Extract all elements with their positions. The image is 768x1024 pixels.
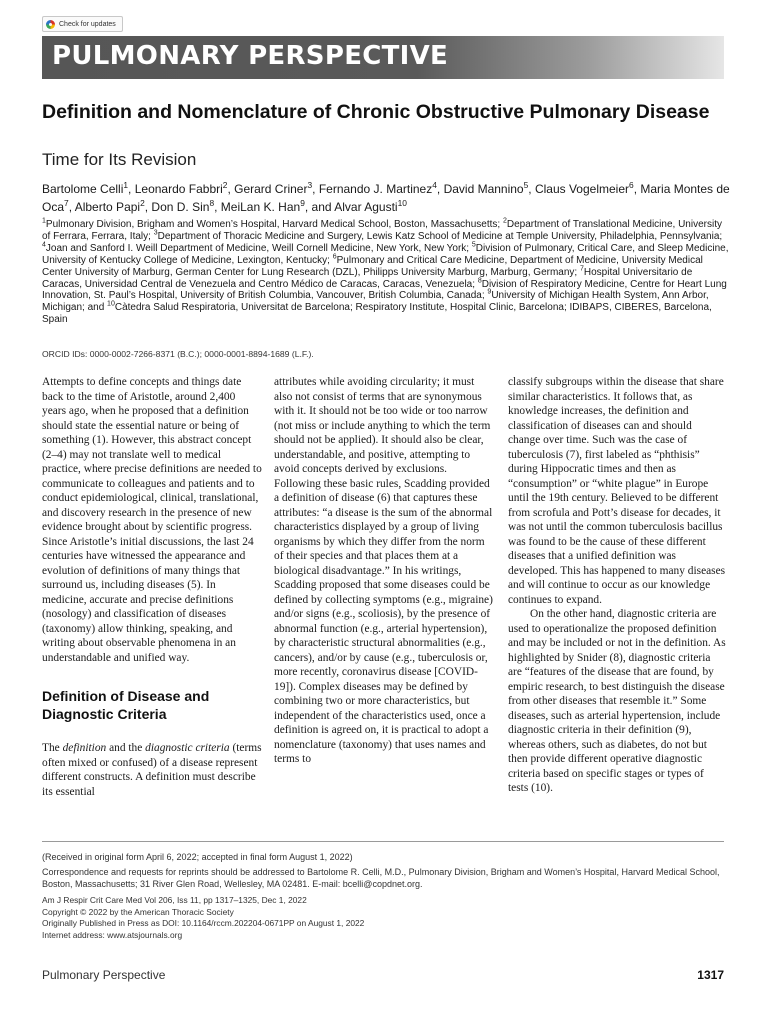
article-subtitle: Time for Its Revision	[42, 150, 197, 169]
author: MeiLan K. Han$^9$	[220, 198, 305, 214]
section-heading: Definition of Disease and Diagnostic Criteria	[42, 688, 210, 722]
author: Gerard Criner$^3$	[234, 180, 313, 196]
body-paragraph: attributes while avoiding circularity; it must also not consist of terms that are synonymous with it. It should not be too wide or too narrow (not miss or include anything to which the term should not be applied). It should also be clear, understandable, and positive, attempting to avoid concepts derived by exclusions. Following these basic rules, Scadding provided a definition of disease (6) that captures these attributes: “a disease is the sum of the abnormal characteristics displayed by a group of living organisms by which they differ from the norm of their species and that places them at a biological disadvantage.” In his writings, Scadding proposed that some diseases could be defined by collecting symptoms (e.g., migraine) and/or signs (e.g., scoliosis), by the presence of abnormal function (e.g., arterial hypertension), by characteristic structural abnormalities (e.g., cancers), and/or by cause (e.g., tuberculosis or, more recently, coronavirus disease [COVID-19]). Complex diseases may be defined by combining two or more characteristics, but independent of the characteristics used, once a definition is agreed on, it is practical to adopt a nomenclature (taxonomy) that uses names and terms to	[274, 376, 493, 765]
author: Claus Vogelmeier$^6$	[534, 180, 634, 196]
copyright: Copyright © 2022 by the American Thoracic Society	[42, 906, 234, 917]
running-footer: Pulmonary Perspective	[42, 968, 166, 982]
internet-address: Internet address: www.atsjournals.org	[42, 929, 183, 940]
body-column-3	[508, 375, 726, 796]
author: Maria Montes de Oca$^7$	[42, 182, 730, 214]
author: David Mannino$^5$	[443, 180, 529, 196]
author: Alberto Papi$^2$	[74, 198, 145, 214]
body-paragraph: Attempts to define concepts and things date back to the time of Aristotle, around 2,400 years ago, when he proposed that a definition should state the essential nature or being of something (1). However, this abstract concept (2–4) may not translate well to medical practice, where precise definitions are needed to communicate to colleagues and patients and to conduct epidemiological, clinical, translational, and discovery research in the presence of new evidence brought about by scientific progress. Since Aristotle’s initial discussions, the last 24 centuries have witnessed the appearance and evolution of definitions of many things that surround us, including diseases (5). In medicine, accurate and precise definitions (nosology) and classification of diseases (taxonomy) allow thinking, speaking, and writing about observable phenomena in an understandable and unified way.	[42, 376, 262, 664]
crossmark-icon	[46, 20, 55, 29]
received-dates: (Received in original form April 6, 2022; accepted in final form August 1, 2022)	[42, 852, 353, 862]
correspondence-note: Correspondence and requests for reprints should be addressed to Bartolome R. Celli, M.D., Pulmonary Division, Brigham and Women’s Hospital, Harvard Medical School, Boston, Massachusetts; 31 River Glen Road, Wellesley, MA 02481. E-mail: bcelli@copdnet.org.	[42, 867, 720, 889]
author-list: Bartolome Celli$^1$, Leonardo Fabbri$^2$, Gerard Criner$^3$, Fernando J. Martinez$^4$, David Mannino$^5$, Claus Vogelmeier$^6$, Maria Montes de Oca$^7$, Alberto Papi$^2$, Don D. Sin$^8$, MeiLan K. Han$^9$, and Alvar Agusti$^{10}$	[42, 180, 730, 214]
author: Fernando J. Martinez$^4$	[318, 180, 437, 196]
author: Leonardo Fabbri$^2$	[134, 180, 228, 196]
body-column-1	[42, 375, 262, 799]
affiliations: $^1$Pulmonary Division, Brigham and Women’s Hospital, Harvard Medical School, Boston, Massachusetts; $^2$Department of Translational Medicine, University of Ferrara, Ferrara, Italy; $^3$Department of Thoracic Medicine and Surgery, Lewis Katz School of Medicine at Temple University, Philadelphia, Pennsylvania; $^4$Joan and Sanford I. Weill Department of Medicine, Weill Cornell Medicine, New York, New York; $^5$Division of Pulmonary, Critical Care, and Sleep Medicine, University of Kentucky College of Medicine, Lexington, Kentucky; $^6$Pulmonary and Critical Care Medicine, Department of Medicine, University Medical Center University of Marburg, German Center for Lung Research (DZL), Philipps University Marburg, Marburg, Germany; $^7$Hospital Universitario de Caracas, Universidad Central de Venezuela and Centro Médico de Caracas, Caracas, Venezuela; $^8$Division of Respiratory Medicine, Centre for Heart Lung Innovation, St. Paul’s Hospital, University of British Columbia, Vancouver, British Columbia, Canada; $^9$University of Michigan Health System, Ann Arbor, Michigan; and $^{10}$Càtedra Salud Respiratoria, Universitat de Barcelona; Respiratory Institute, Hospital Clinic, Barcelona; IDIBAPS, CIBERES, Barcelona, Spain	[42, 217, 729, 326]
section-banner	[42, 36, 724, 79]
author: Don D. Sin$^8$	[151, 198, 215, 214]
citation: Am J Respir Crit Care Med Vol 206, Iss 11, pp 1317–1325, Dec 1, 2022	[42, 895, 307, 905]
orcid-ids: ORCID IDs: 0000-0002-7266-8371 (B.C.); 0000-0001-8894-1689 (L.F.).	[42, 349, 314, 359]
article-title: Definition and Nomenclature of Chronic Obstructive Pulmonary Disease	[42, 101, 710, 123]
footer-divider	[42, 841, 724, 842]
page-number: 1317	[697, 968, 724, 982]
check-for-updates-label: Check for updates	[59, 20, 116, 28]
body-column-2	[274, 375, 494, 767]
author: Bartolome Celli$^1$	[42, 180, 129, 196]
publication-meta	[42, 895, 364, 941]
author: and Alvar Agusti$^{10}$	[311, 198, 407, 214]
doi: Originally Published in Press as DOI: 10.1164/rccm.202204-0671PP on August 1, 2022	[42, 918, 365, 928]
body-paragraph: The definition and the diagnostic criteria (terms often mixed or confused) of a disease represent different constructs. A definition must describe its essential	[42, 742, 262, 798]
banner-title: PULMONARY PERSPECTIVE	[52, 41, 449, 71]
body-paragraph: classify subgroups within the disease that share similar characteristics. It follows that, as knowledge increases, the definition and classification of diseases can and should change over time. Such was the case of tuberculosis (7), first labeled as “phthisis” during Hippocratic times and then as “consumption” or “white plague” in Europe until the 19th century. Believed to be different from scrofula and Pott’s disease for decades, it was not until the common tuberculosis bacillus was found to be the cause of these different diseases that a unified definition was developed. This has happened to many diseases and will continue to occur as our knowledge continues to expand.	[508, 376, 726, 606]
body-paragraph: On the other hand, diagnostic criteria are used to operationalize the proposed definition and may be included or not in the definition. As highlighted by Snider (8), diagnostic criteria are “features of the disease that are found, by empiric research, to best distinguish the disease from other diseases that resemble it.” Some diseases, such as arterial hypertension, include diagnostic criteria in their definition (9), whereas others, such as diabetes, do not but then provide different operative diagnostic criteria based on specific stages or types of tests (10).	[508, 608, 726, 794]
check-for-updates-button[interactable]	[42, 16, 123, 32]
